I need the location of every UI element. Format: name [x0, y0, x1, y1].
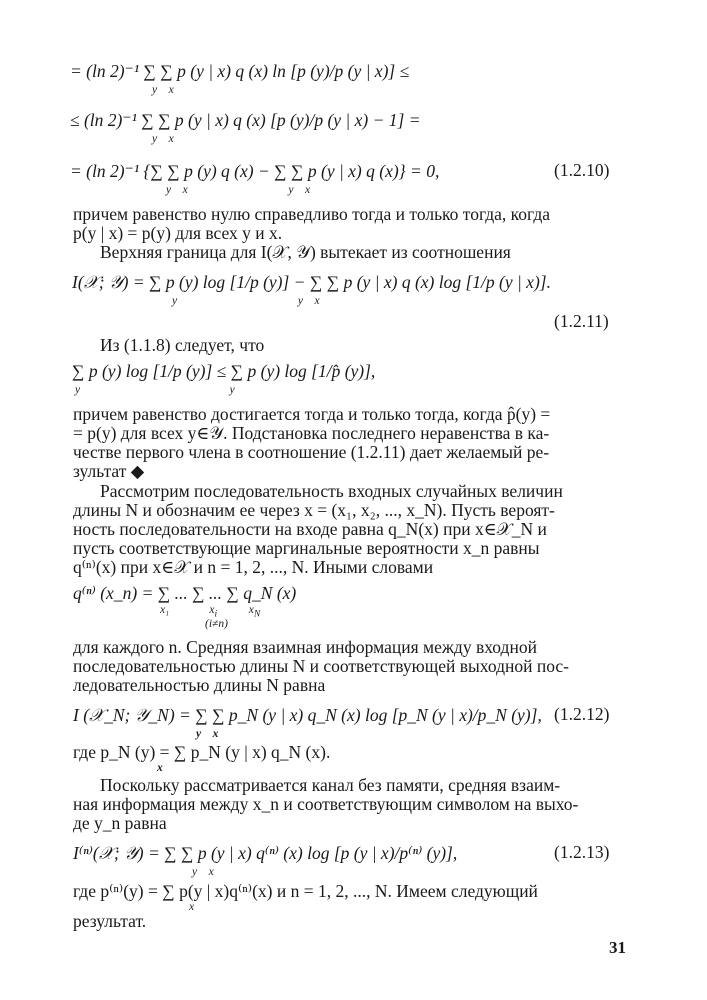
paragraph-line: ледовательностью длины N равна: [73, 675, 326, 695]
paragraph-line: Поскольку рассматривается канал без памяти, средняя взаим-: [100, 775, 561, 795]
paragraph-line: результат.: [73, 911, 147, 931]
sum-index-y: y x: [192, 866, 214, 878]
equation-line-3: = (ln 2)⁻¹ {∑ ∑ p (y) q (x) − ∑ ∑ p (y | x) q (x)} = 0,: [70, 161, 440, 181]
paragraph-line: где p⁽ⁿ⁾(y) = ∑ p(y | x)q⁽ⁿ⁾(x) и n = 1, 2, ..., N. Имеем следующий: [73, 881, 538, 901]
equation-line-7: I (𝒳_N; 𝒴_N) = ∑ ∑ p_N (y | x) q_N (x) log [p_N (y | x)/p_N (y)],: [73, 705, 542, 725]
sum-index-x: x: [157, 762, 163, 774]
paragraph-line: p(y | x) = p(y) для всех y и x.: [73, 223, 283, 243]
sum-index-y: y y: [75, 384, 235, 396]
paragraph-line: зультат ◆: [73, 461, 145, 481]
paragraph-line: Из (1.1.8) следует, что: [100, 335, 265, 355]
equation-line-5: ∑ p (y) log [1/p (y)] ≤ ∑ p (y) log [1/p̂ (y)],: [72, 361, 376, 381]
sum-index-x1: x₁ $x_i$ $x_N$: [160, 604, 261, 620]
paragraph-line: причем равенство нулю справедливо тогда и только тогда, когда: [73, 204, 551, 224]
sum-index-y: y x y x: [166, 184, 311, 196]
paragraph-line: = p(y) для всех y∈𝒴. Подстановка последнего неравенства в ка-: [73, 423, 550, 443]
paragraph-line: Верхняя граница для I(𝒳, 𝒴) вытекает из соотношения: [100, 242, 511, 262]
paragraph-line: где p_N (y) = ∑ p_N (y | x) q_N (x).: [73, 742, 331, 762]
paragraph-line: Рассмотрим последовательность входных случайных величин: [100, 481, 563, 501]
paragraph-line: ная информация между x_n и соответствующим символом на выхо-: [73, 794, 579, 814]
equation-number: (1.2.13): [554, 842, 610, 862]
sum-index-y: y x: [152, 133, 174, 145]
paragraph-line: для каждого n. Средняя взаимная информация между входной: [73, 637, 537, 657]
sum-index-y: y y x: [172, 295, 320, 307]
sum-index-y: y x: [152, 84, 174, 96]
paragraph-line: пусть соответствующие маргинальные вероятности x_n равны: [73, 538, 540, 558]
paragraph-line: честве первого члена в соотношение (1.2.11) дает желаемый ре-: [73, 442, 550, 462]
sum-index-y: y x: [196, 728, 219, 740]
equation-line-8: I⁽ⁿ⁾(𝒳; 𝒴) = ∑ ∑ p (y | x) q⁽ⁿ⁾ (x) log [p (y | x)/p⁽ⁿ⁾ (y)],: [73, 843, 458, 863]
paragraph-line: последовательностью длины N и соответствующей выходной пос-: [73, 656, 569, 676]
paragraph-line: де y_n равна: [73, 813, 167, 833]
equation-line-4: I(𝒳; 𝒴) = ∑ p (y) log [1/p (y)] − ∑ ∑ p (y | x) q (x) log [1/p (y | x)].: [72, 272, 551, 292]
equation-line-6: q⁽ⁿ⁾ (x_n) = ∑ ... ∑ ... ∑ q_N (x): [73, 583, 297, 603]
paragraph-line: ность последовательности на входе равна q_N(x) при x∈𝒳_N и: [73, 519, 547, 539]
sum-index-x: x: [189, 901, 195, 913]
equation-number: (1.2.10): [554, 160, 610, 180]
equation-number: (1.2.11): [554, 311, 609, 331]
paragraph-line: q⁽ⁿ⁾(x) при x∈𝒳 и n = 1, 2, ..., N. Иными словами: [73, 557, 434, 577]
sum-index-condition: (i≠n): [205, 618, 228, 630]
page-number: 31: [609, 938, 626, 957]
equation-line-1: = (ln 2)⁻¹ ∑ ∑ p (y | x) q (x) ln [p (y)/p (y | x)] ≤: [70, 61, 410, 81]
paragraph-line: длины N и обозначим ее через x = (x₁, x₂, ..., x_N). Пусть вероят-: [73, 500, 555, 520]
equation-line-2: ≤ (ln 2)⁻¹ ∑ ∑ p (y | x) q (x) [p (y)/p (y | x) − 1] =: [70, 110, 421, 130]
equation-number: (1.2.12): [554, 704, 610, 724]
paragraph-line: причем равенство достигается тогда и только тогда, когда p̂(y) =: [73, 404, 551, 424]
